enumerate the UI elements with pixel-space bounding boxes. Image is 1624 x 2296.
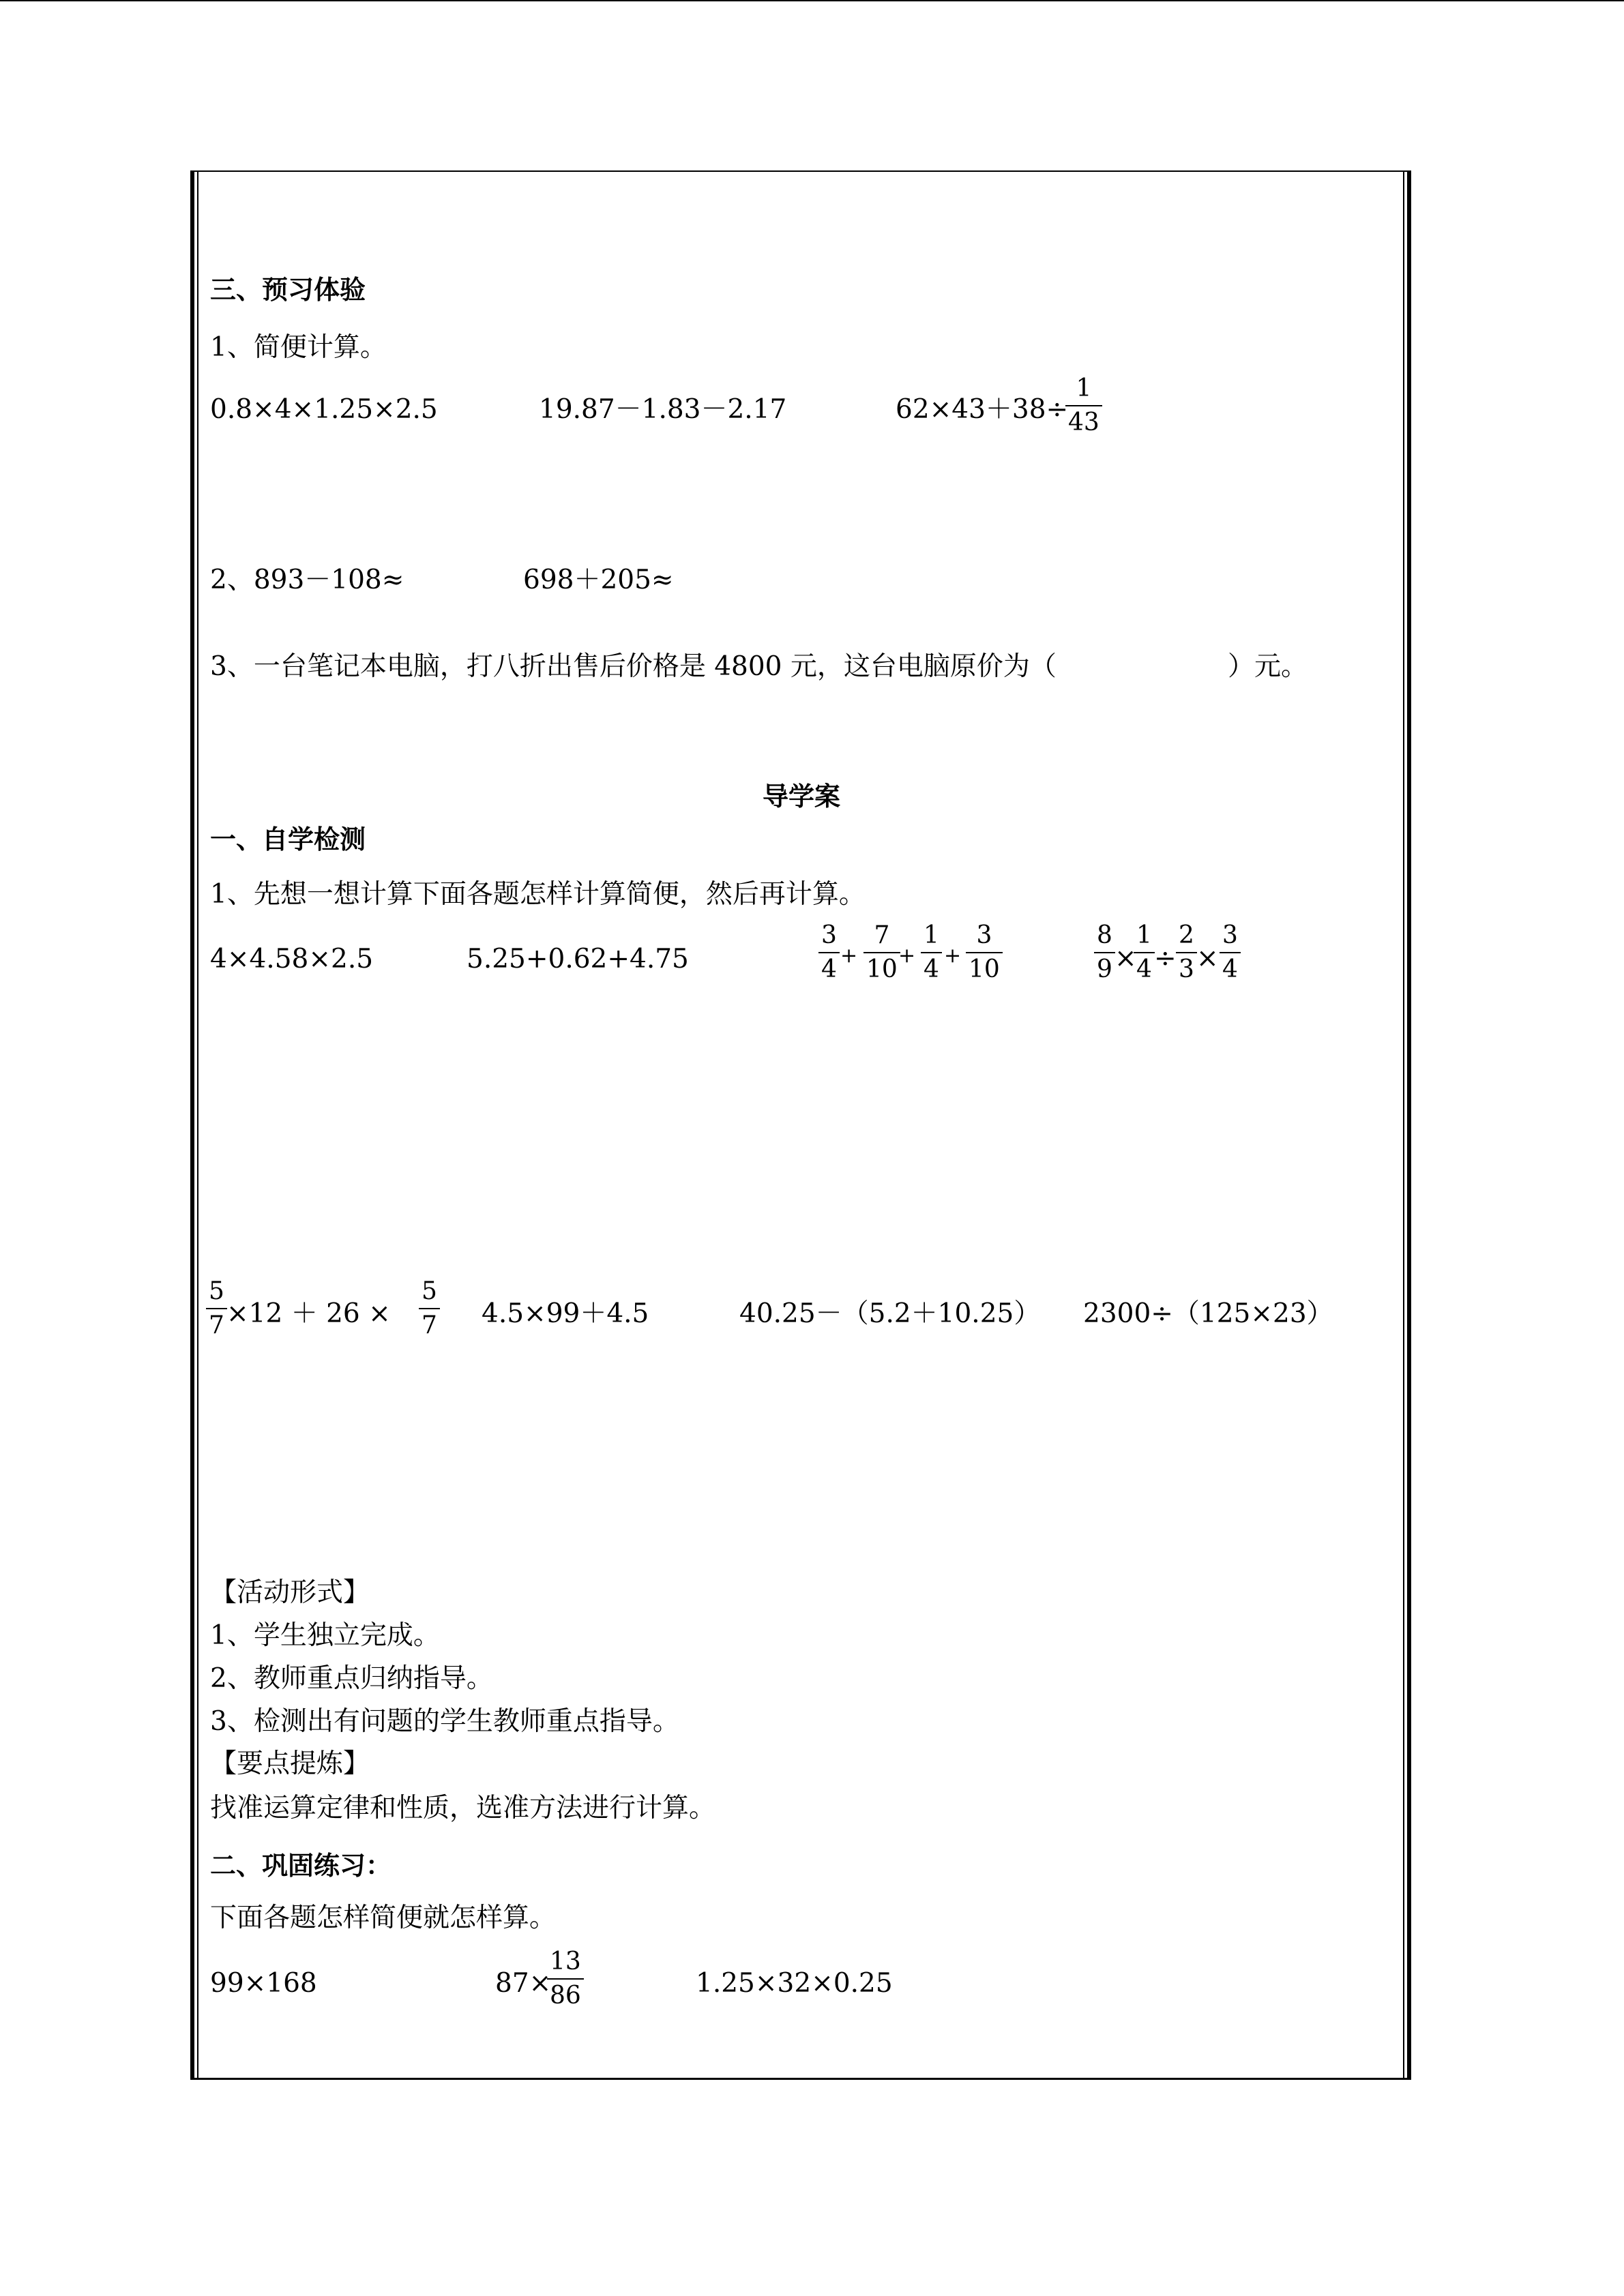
denominator: 4 xyxy=(921,952,942,985)
fraction xyxy=(1176,921,1197,985)
section-heading-practice: 二、巩固练习： xyxy=(210,1851,392,1881)
fraction xyxy=(1094,921,1115,985)
denominator: 4 xyxy=(1220,952,1241,985)
question-3-end: ）元。 xyxy=(1228,651,1308,682)
denominator: 43 xyxy=(1065,405,1102,438)
numerator: 3 xyxy=(821,921,837,949)
expression: 5.25+0.62+4.75 xyxy=(467,944,689,974)
question-3: 3、一台笔记本电脑，打八折出售后价格是 4800 元，这台电脑原价为（ xyxy=(210,651,1057,682)
denominator: 7 xyxy=(419,1308,440,1341)
question-2a: 2、893－108≈ xyxy=(210,565,404,595)
expression: 19.87－1.83－2.17 xyxy=(539,394,787,425)
fraction xyxy=(1134,921,1155,985)
left-border-thick xyxy=(190,172,194,2078)
numerator: 5 xyxy=(422,1277,437,1305)
denominator: 4 xyxy=(818,952,840,985)
fraction xyxy=(966,921,1003,985)
expression: 1.25×32×0.25 xyxy=(696,1968,893,1999)
numerator: 1 xyxy=(1076,374,1092,402)
denominator: 10 xyxy=(966,952,1003,985)
right-border-thin xyxy=(1403,172,1404,2078)
expression: ×12 ＋ 26 × xyxy=(226,1298,391,1329)
expression: 4.5×99＋4.5 xyxy=(482,1298,649,1329)
numerator: 5 xyxy=(209,1277,224,1305)
operator: ÷ xyxy=(1154,943,1177,974)
key-points-heading: 【要点提炼】 xyxy=(210,1748,370,1779)
numerator: 3 xyxy=(1222,921,1238,949)
operator: × xyxy=(1114,943,1137,974)
expression: 99×168 xyxy=(210,1968,317,1999)
fraction xyxy=(818,921,840,985)
numerator: 7 xyxy=(874,921,890,949)
activity-heading: 【活动形式】 xyxy=(210,1577,370,1608)
operator: + xyxy=(840,944,858,968)
fraction xyxy=(1220,921,1241,985)
denominator: 86 xyxy=(547,1978,584,2011)
fraction xyxy=(547,1947,584,2011)
activity-item: 2、教师重点归纳指导。 xyxy=(210,1663,493,1694)
fraction xyxy=(921,921,942,985)
operator: + xyxy=(898,944,916,968)
operator: × xyxy=(1196,943,1219,974)
expression: 40.25－（5.2＋10.25） xyxy=(739,1298,1041,1329)
expression: 62×43＋38÷ xyxy=(896,394,1069,425)
denominator: 4 xyxy=(1134,952,1155,985)
numerator: 2 xyxy=(1179,921,1194,949)
expression: 4×4.58×2.5 xyxy=(210,944,374,974)
expression: 2300÷（125×23） xyxy=(1083,1298,1333,1329)
numerator: 3 xyxy=(976,921,992,949)
denominator: 9 xyxy=(1094,952,1115,985)
expression: 0.8×4×1.25×2.5 xyxy=(210,394,438,425)
numerator: 13 xyxy=(550,1948,581,1976)
fraction xyxy=(1065,374,1102,438)
left-border-thin xyxy=(197,172,198,2078)
expression: 87× xyxy=(495,1968,552,1999)
denominator: 7 xyxy=(206,1308,227,1341)
denominator: 3 xyxy=(1176,952,1197,985)
fraction xyxy=(863,921,900,985)
key-points-text: 找准运算定律和性质，选准方法进行计算。 xyxy=(210,1793,716,1823)
question-2b: 698＋205≈ xyxy=(523,565,674,595)
task-1: 1、先想一想计算下面各题怎样计算简便，然后再计算。 xyxy=(210,879,866,910)
right-border-thick xyxy=(1407,172,1411,2078)
question-1: 1、简便计算。 xyxy=(210,332,387,363)
denominator: 10 xyxy=(863,952,900,985)
section-heading-preview: 三、预习体验 xyxy=(210,275,366,305)
fraction xyxy=(206,1277,227,1341)
activity-item: 3、检测出有问题的学生教师重点指导。 xyxy=(210,1706,679,1737)
top-rule xyxy=(0,0,1624,1)
operator: + xyxy=(944,944,962,968)
practice-intro: 下面各题怎样简便就怎样算。 xyxy=(210,1903,557,1933)
numerator: 1 xyxy=(924,921,939,949)
numerator: 8 xyxy=(1097,921,1112,949)
fraction xyxy=(419,1277,440,1341)
numerator: 1 xyxy=(1136,921,1152,949)
guide-title: 导学案 xyxy=(763,781,841,811)
activity-item: 1、学生独立完成。 xyxy=(210,1620,440,1651)
section-heading-self-check: 一、自学检测 xyxy=(210,824,366,854)
